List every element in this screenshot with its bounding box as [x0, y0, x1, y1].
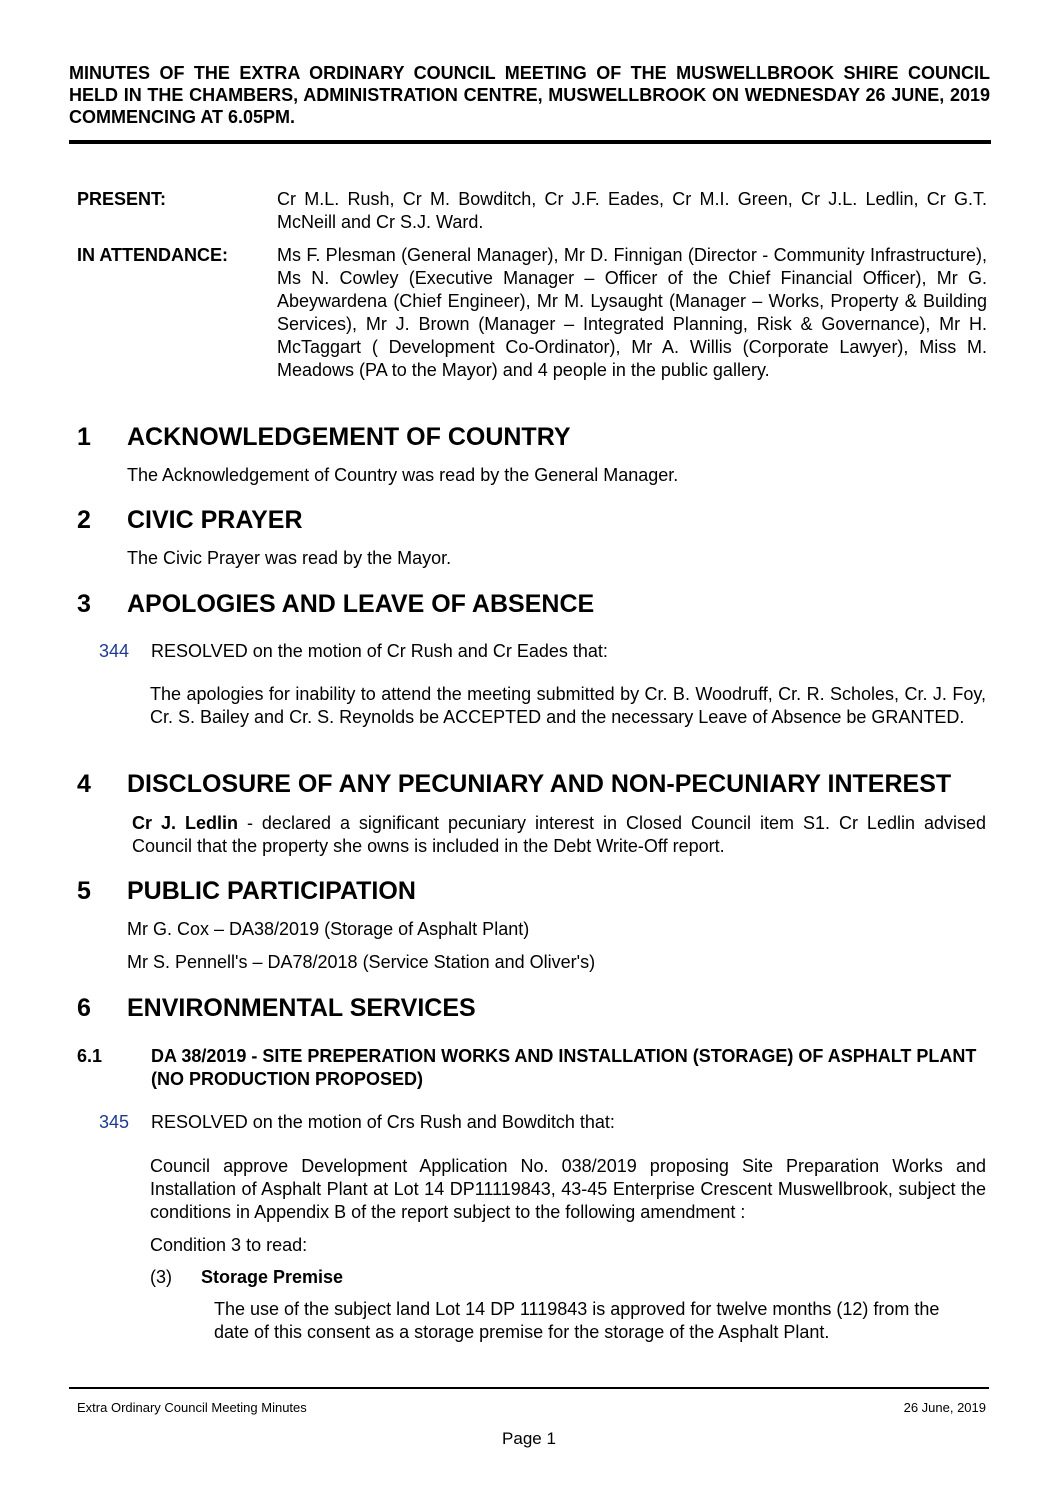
section-title: DISCLOSURE OF ANY PECUNIARY AND NON-PECUNIARY INTEREST [127, 770, 952, 798]
resolution-text: RESOLVED on the motion of Cr Rush and Cr Eades that: [151, 641, 608, 661]
apologies-text: The apologies for inability to attend the meeting submitted by Cr. B. Woodruff, Cr. R. Scholes, Cr. J. Foy, Cr. S. Bailey and Cr. S. Reynolds be ACCEPTED and the necessary Leave of Absence be GRANTED. [150, 684, 986, 727]
section-title: ENVIRONMENTAL SERVICES [127, 994, 476, 1022]
section-number: 5 [77, 877, 91, 905]
section-1-heading [77, 423, 987, 452]
section-2-text: The Civic Prayer was read by the Mayor. [127, 548, 452, 568]
section-number: 4 [77, 770, 91, 798]
footer-document-title: Extra Ordinary Council Meeting Minutes [77, 1400, 307, 1415]
approval-text: Council approve Development Application No. 038/2019 proposing Site Preparation Works and Installation of Asphalt Plant at Lot 14 DP11119843, 43-45 Enterprise Crescent Muswellbrook, subject the conditions in Appendix B of the report subject to the following amendment : [150, 1156, 986, 1222]
footer-date: 26 June, 2019 [903, 1400, 986, 1415]
resolution-number: 344 [99, 641, 130, 661]
section-1-text: The Acknowledgement of Country was read by the General Manager. [127, 465, 679, 485]
item-number: 6.1 [77, 1046, 103, 1066]
disclosure-detail: - declared a significant pecuniary interest in Closed Council item S1. Cr Ledlin advised Council that the property she owns is included in the Debt Write-Off report. [132, 813, 986, 856]
resolution-344 [99, 640, 608, 663]
disclosure-councillor: Cr J. Ledlin [132, 813, 238, 833]
section-3-heading [77, 590, 987, 619]
minutes-header: MINUTES OF THE EXTRA ORDINARY COUNCIL MEETING OF THE MUSWELLBROOK SHIRE COUNCIL HELD IN THE CHAMBERS, ADMINISTRATION CENTRE, MUSWELLBROOK ON WEDNESDAY 26 JUNE, 2019 COMMENCING AT 6.05PM. [69, 63, 990, 127]
section-title: CIVIC PRAYER [127, 506, 303, 534]
section-title: ACKNOWLEDGEMENT OF COUNTRY [127, 423, 571, 451]
present-row [77, 188, 987, 234]
section-4-heading [77, 770, 987, 799]
page-number: Page 1 [502, 1429, 556, 1448]
section-number: 6 [77, 994, 91, 1022]
section-title: APOLOGIES AND LEAVE OF ABSENCE [127, 590, 595, 618]
participant-1: Mr G. Cox – DA38/2019 (Storage of Asphalt Plant) [127, 919, 530, 939]
section-5-heading [77, 877, 987, 906]
section-2-heading [77, 506, 987, 535]
condition-label [150, 1266, 343, 1289]
condition-intro: Condition 3 to read: [150, 1235, 308, 1255]
condition-title: Storage Premise [201, 1267, 344, 1287]
item-title: DA 38/2019 - SITE PREPERATION WORKS AND INSTALLATION (STORAGE) OF ASPHALT PLANT (NO PRODUCTION PROPOSED) [151, 1046, 977, 1089]
present-text: Cr M.L. Rush, Cr M. Bowditch, Cr J.F. Eades, Cr M.I. Green, Cr J.L. Ledlin, Cr G.T. McNeill and Cr S.J. Ward. [277, 189, 987, 232]
present-label: PRESENT: [77, 189, 167, 209]
header-divider [69, 140, 991, 144]
item-6-1-heading [77, 1045, 987, 1091]
section-title: PUBLIC PARTICIPATION [127, 877, 416, 905]
resolution-345 [99, 1111, 615, 1134]
condition-number: (3) [150, 1267, 172, 1287]
section-number: 3 [77, 590, 91, 618]
in-attendance-text: Ms F. Plesman (General Manager), Mr D. Finnigan (Director - Community Infrastructure), Ms N. Cowley (Executive Manager – Officer of the Chief Financial Officer), Mr G. Abeywardena (Chief Engineer), Mr M. Lysaught (Manager – Works, Property & Building Services), Mr J. Brown (Manager – Integrated Planning, Risk & Governance), Mr H. McTaggart ( Development Co-Ordinator), Mr A. Willis (Corporate Lawyer), Miss M. Meadows (PA to the Mayor) and 4 people in the public gallery. [277, 245, 987, 380]
in-attendance-row [77, 244, 987, 382]
section-number: 2 [77, 506, 91, 534]
section-6-heading [77, 994, 987, 1023]
footer-divider [69, 1387, 989, 1389]
participant-2: Mr S. Pennell's – DA78/2018 (Service Station and Oliver's) [127, 952, 596, 972]
resolution-text: RESOLVED on the motion of Crs Rush and Bowditch that: [151, 1112, 615, 1132]
condition-text: The use of the subject land Lot 14 DP 1119843 is approved for twelve months (12) from the date of this consent as a storage premise for the storage of the Asphalt Plant. [214, 1299, 940, 1342]
in-attendance-label: IN ATTENDANCE: [77, 245, 228, 265]
section-number: 1 [77, 423, 91, 451]
resolution-number: 345 [99, 1112, 130, 1132]
disclosure-text [132, 812, 986, 858]
